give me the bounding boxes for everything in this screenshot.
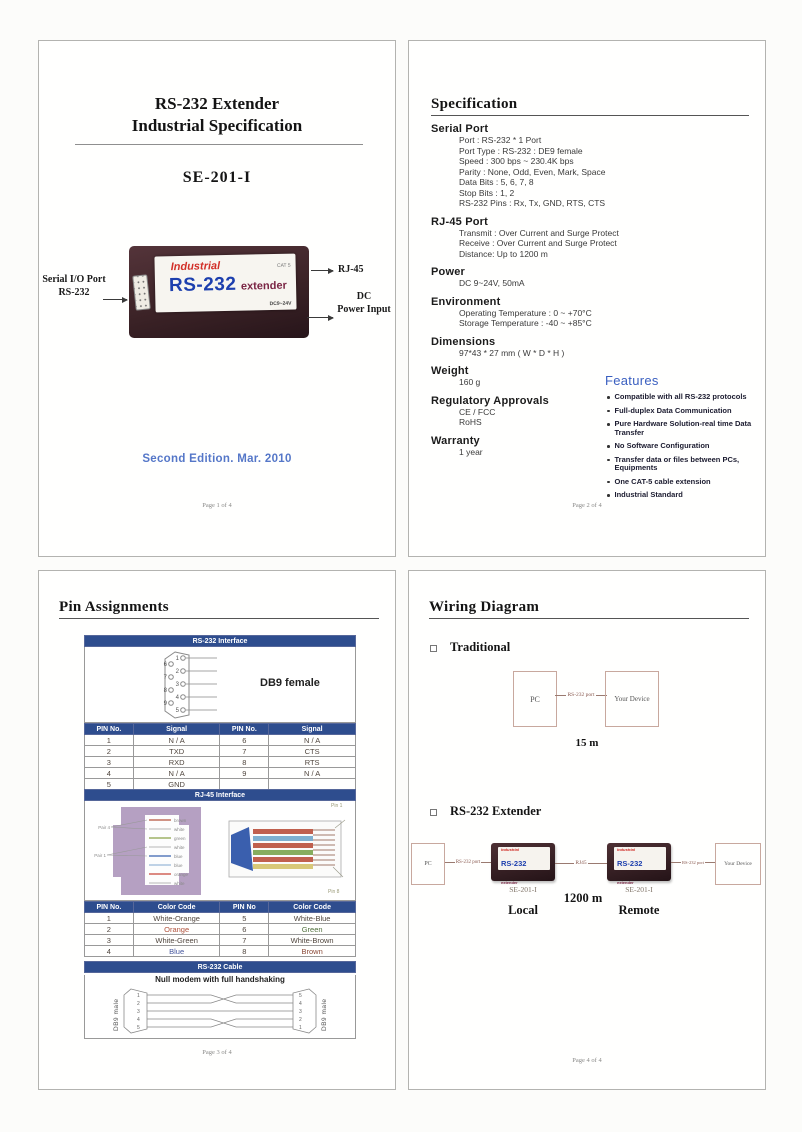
document-title <box>39 93 395 137</box>
feature-item <box>605 407 767 416</box>
device-power-text: DC9~24V <box>269 300 292 308</box>
table-row <box>85 735 356 746</box>
bullet-icon <box>607 459 610 462</box>
section-title: Warranty <box>431 434 480 447</box>
feature-text: One CAT-5 cable extension <box>614 476 711 486</box>
table-header-row <box>85 902 356 913</box>
section-title: Regulatory Approvals <box>431 394 549 407</box>
table-cell: RXD <box>133 757 220 768</box>
your-device-box <box>715 843 761 885</box>
table-cell: 4 <box>85 946 134 957</box>
table-cell <box>269 779 356 790</box>
section-title: Weight <box>431 365 469 377</box>
pin1-label: Pin 1 <box>331 803 343 809</box>
extender-local-device <box>491 843 555 885</box>
table-cell: 6 <box>220 735 269 746</box>
rs232-interface-body <box>84 647 356 723</box>
device-product-text: RS-232 <box>501 859 527 868</box>
table-row <box>85 779 356 790</box>
pin-number: 4 <box>299 1001 302 1007</box>
wire-label: brown <box>174 818 187 823</box>
table-row <box>85 768 356 779</box>
feature-text: Full-duplex Data Communication <box>614 405 732 415</box>
device-suffix-text: extender <box>617 880 634 885</box>
callout-serial-port <box>41 273 107 299</box>
rj45-link <box>555 860 607 866</box>
table-cell: Brown <box>269 946 356 957</box>
extender-title: RS-232 Extender <box>450 804 542 818</box>
pin-number: 3 <box>137 1009 140 1015</box>
spec-line: DC 9~24V, 50mA <box>459 278 525 288</box>
table-cell: White-Brown <box>269 935 356 946</box>
feature-item <box>605 442 767 451</box>
section-power <box>431 266 763 289</box>
feature-item <box>605 420 767 437</box>
table-header-cell: Color Code <box>269 902 356 913</box>
device-suffix-text: extender <box>501 880 518 885</box>
arrow-right-icon <box>307 317 333 318</box>
table-cell: N / A <box>269 735 356 746</box>
feature-text: Pure Hardware Solution-real time Data Transfer <box>614 419 752 437</box>
table-cell: N / A <box>269 768 356 779</box>
rs232-cable-body <box>84 975 356 1039</box>
device-label <box>154 254 296 313</box>
rj45-interface-header: RJ-45 Interface <box>84 789 356 801</box>
table-header-cell: Signal <box>269 724 356 735</box>
wire-line <box>555 863 574 864</box>
spec-line: 1 year <box>459 446 483 457</box>
pin-number: 2 <box>175 669 179 675</box>
device-product-row <box>169 273 287 297</box>
table-cell: White-Green <box>133 935 220 946</box>
feature-item <box>605 491 767 500</box>
pin-number: 2 <box>137 1001 140 1007</box>
table-cell: GND <box>133 779 220 790</box>
spec-line: Stop Bits : 1, 2 <box>459 187 515 198</box>
spec-line: Data Bits : 5, 6, 7, 8 <box>459 177 534 187</box>
pin-number: 8 <box>163 688 167 694</box>
table-cell: 8 <box>220 757 269 768</box>
section-serial-port <box>431 123 763 209</box>
table-cell: 5 <box>85 779 134 790</box>
local-model-label: SE-201-I <box>509 885 537 894</box>
bullet-icon <box>607 396 610 399</box>
table-cell: 5 <box>220 913 269 924</box>
link-label: RJ45 <box>575 860 587 866</box>
table-header-cell: PIN No. <box>85 724 134 735</box>
rs232-port-link <box>671 860 715 865</box>
table-cell: 7 <box>220 746 269 757</box>
rs232-cable-header: RS-232 Cable <box>84 961 356 973</box>
table-cell: 3 <box>85 935 134 946</box>
your-device-label: Your Device <box>724 861 752 867</box>
distance-1200m: 1200 m <box>563 891 603 905</box>
pin-number: 2 <box>299 1017 302 1023</box>
db9-male-right-label: DB9 male <box>321 998 328 1031</box>
edition-note: Second Edition. Mar. 2010 <box>142 453 292 465</box>
table-cell: 7 <box>220 935 269 946</box>
table-cell: 6 <box>220 924 269 935</box>
wire-line <box>445 862 455 863</box>
pin-number: 1 <box>137 993 140 999</box>
wire-line <box>588 863 607 864</box>
spec-line: 160 g <box>459 377 481 387</box>
pin-number: 5 <box>299 993 302 999</box>
spec-line: 97*43 * 27 mm ( W * D * H ) <box>459 347 565 358</box>
table-cell: Green <box>269 924 356 935</box>
rj45-plug-diagram <box>227 817 349 881</box>
device-brand-text: Industrial <box>170 260 221 274</box>
table-header-cell: PIN No <box>220 902 269 913</box>
spec-line: Port : RS-232 * 1 Port <box>459 135 542 145</box>
table-header-cell: PIN No. <box>220 724 269 735</box>
callout-dc-line2: Power Input <box>337 304 391 315</box>
spec-line: RS-232 Pins : Rx, Tx, GND, RTS, CTS <box>459 198 606 208</box>
wire-label: white <box>174 881 185 886</box>
callout-serial-line1: Serial I/O Port <box>42 274 106 285</box>
wire-label: white <box>174 845 185 850</box>
features-panel <box>605 373 767 505</box>
title-line-1: RS-232 Extender <box>154 94 280 113</box>
spec-line: Storage Temperature : -40 ~ +85°C <box>459 318 592 328</box>
section-title: Dimensions <box>431 335 496 348</box>
pin-assignments-heading: Pin Assignments <box>59 599 379 619</box>
pair-label: Pair 4 <box>98 825 110 830</box>
extender-remote-device <box>607 843 671 885</box>
table-cell: 2 <box>85 746 134 757</box>
table-cell <box>220 779 269 790</box>
rs232-pin-table <box>84 723 356 790</box>
spec-line: Operating Temperature : 0 ~ +70°C <box>459 307 592 318</box>
wire-line <box>555 695 566 696</box>
product-photo <box>129 246 309 338</box>
your-device-label: Your Device <box>614 695 650 703</box>
spec-line: Speed : 300 bps ~ 230.4K bps <box>459 156 574 166</box>
device-product-text: RS-232 <box>168 273 237 297</box>
link-label: RS-232 port <box>567 692 595 698</box>
device-brand-text: Industrial <box>617 847 636 852</box>
pc-label: PC <box>530 694 540 704</box>
page-number: Page 1 of 4 <box>202 502 232 509</box>
feature-text: No Software Configuration <box>614 441 710 450</box>
table-cell: TXD <box>133 746 220 757</box>
callout-rj45: RJ-45 <box>338 264 364 275</box>
bullet-icon <box>607 494 610 497</box>
spec-line: Distance: Up to 1200 m <box>459 248 548 259</box>
pin-number: 9 <box>163 701 167 707</box>
section-title: Power <box>431 266 466 278</box>
device-suffix-text: extender <box>240 279 287 293</box>
table-cell: CTS <box>269 746 356 757</box>
checkbox-icon <box>430 809 437 816</box>
section-environment <box>431 296 763 329</box>
wire-label: green <box>174 836 186 841</box>
rj45-interface-box <box>84 789 356 957</box>
table-cell: White-Orange <box>133 913 220 924</box>
table-row <box>85 757 356 768</box>
pin-number: 1 <box>299 1025 302 1031</box>
table-cell: White-Blue <box>269 913 356 924</box>
title-underline <box>75 144 363 145</box>
wire-label: blue <box>174 863 183 868</box>
wire-label: blue <box>174 854 183 859</box>
pair-label: Pair 1 <box>94 853 106 858</box>
null-modem-title: Null modem with full handshaking <box>155 975 285 984</box>
pin-number: 4 <box>175 695 179 701</box>
pc-label: PC <box>424 861 432 867</box>
pin-number: 6 <box>163 662 167 668</box>
device-label <box>498 847 550 885</box>
table-cell: 8 <box>220 946 269 957</box>
specification-heading: Specification <box>431 96 749 116</box>
table-cell: N / A <box>133 735 220 746</box>
pin-number: 1 <box>175 656 179 662</box>
table-cell: Blue <box>133 946 220 957</box>
table-cell: 1 <box>85 913 134 924</box>
wire-line <box>671 862 681 863</box>
table-cell: Orange <box>133 924 220 935</box>
table-row <box>85 924 356 935</box>
device-product-text: RS-232 <box>617 859 643 868</box>
device-brand-text: Industrial <box>501 847 520 852</box>
feature-item <box>605 456 767 473</box>
table-header-cell: PIN No. <box>85 902 134 913</box>
rs232-port-link <box>555 692 607 698</box>
pin-number: 5 <box>137 1025 140 1031</box>
bullet-icon <box>607 410 610 413</box>
pin-number: 4 <box>137 1017 140 1023</box>
db9-male-left-label: DB9 male <box>113 998 120 1031</box>
device-cat5-text: CAT 5 <box>276 262 291 269</box>
section-dimensions <box>431 336 763 359</box>
remote-model-label: SE-201-I <box>625 885 653 894</box>
pin-number: 3 <box>175 682 179 688</box>
page-3-pin-assignments <box>38 570 396 1090</box>
table-cell: RTS <box>269 757 356 768</box>
rs232-interface-header: RS-232 Interface <box>84 635 356 647</box>
page-4-wiring-diagram <box>408 570 766 1090</box>
bullet-icon <box>607 481 610 484</box>
page-number: Page 3 of 4 <box>202 1049 232 1056</box>
table-cell: 1 <box>85 735 134 746</box>
section-rj45-port <box>431 216 763 260</box>
spec-line: Receive : Over Current and Surge Protect <box>459 238 617 248</box>
table-row <box>85 913 356 924</box>
features-heading: Features <box>605 373 659 388</box>
spec-line: Port Type : RS-232 : DE9 female <box>459 145 583 156</box>
db9-female-label: DB9 female <box>260 677 320 689</box>
rs232-cable-box <box>84 961 356 1039</box>
pin-number: 5 <box>175 708 179 714</box>
feature-item <box>605 393 767 402</box>
distance-15m: 15 m <box>575 737 599 749</box>
wire-line <box>705 862 715 863</box>
table-header-cell: Color Code <box>133 902 220 913</box>
feature-item <box>605 478 767 487</box>
pin-number: 7 <box>163 675 167 681</box>
rj45-jack-diagram <box>93 805 221 897</box>
rj45-color-table <box>84 901 356 957</box>
db9-connector-icon <box>132 274 151 310</box>
wire-line <box>481 862 491 863</box>
db9-female-diagram <box>145 649 255 721</box>
spec-line: CE / FCC <box>459 406 496 417</box>
feature-text: Industrial Standard <box>614 490 683 499</box>
link-label: RS-232 port <box>455 860 481 865</box>
pin8-label: Pin 8 <box>328 889 340 895</box>
callout-dc <box>333 290 395 316</box>
page-number: Page 2 of 4 <box>572 502 602 509</box>
callout-serial-line2: RS-232 <box>58 287 90 298</box>
table-cell: 3 <box>85 757 134 768</box>
wire-label: orange <box>174 872 189 877</box>
arrow-right-icon <box>103 299 127 300</box>
spec-line: Parity : None, Odd, Even, Mark, Space <box>459 166 606 177</box>
traditional-title: Traditional <box>450 640 511 654</box>
null-modem-diagram <box>121 987 319 1035</box>
feature-text: Compatible with all RS-232 protocols <box>614 392 747 401</box>
page-number: Page 4 of 4 <box>572 1057 602 1064</box>
section-title: Environment <box>431 295 501 308</box>
wiring-diagram-heading: Wiring Diagram <box>429 599 749 619</box>
section-title: RJ-45 Port <box>431 215 489 228</box>
title-line-2: Industrial Specification <box>131 116 303 135</box>
link-label: RS-232 port <box>681 860 705 865</box>
table-header-row <box>85 724 356 735</box>
remote-caption: Remote <box>618 903 660 917</box>
your-device-box <box>605 671 659 727</box>
pin-number: 3 <box>299 1009 302 1015</box>
pc-box <box>513 671 557 727</box>
table-header-cell: Signal <box>133 724 220 735</box>
page-1-cover <box>38 40 396 557</box>
wire-label: white <box>174 827 185 832</box>
table-cell: 4 <box>85 768 134 779</box>
bullet-icon <box>607 445 610 448</box>
local-caption: Local <box>508 903 538 917</box>
rj45-interface-body <box>84 801 356 901</box>
feature-text: Transfer data or files between PCs, Equipments <box>614 454 740 472</box>
arrow-right-icon <box>311 270 333 271</box>
device-label <box>614 847 666 885</box>
table-cell: 9 <box>220 768 269 779</box>
table-cell: N / A <box>133 768 220 779</box>
spec-line: Transmit : Over Current and Surge Protect <box>459 227 619 238</box>
checkbox-icon <box>430 645 437 652</box>
table-cell: 2 <box>85 924 134 935</box>
page-2-specification <box>408 40 766 557</box>
spec-line: RoHS <box>459 417 482 427</box>
rs232-port-link <box>445 860 491 865</box>
table-row <box>85 746 356 757</box>
callout-dc-line1: DC <box>356 291 372 302</box>
bullet-icon <box>607 423 610 426</box>
table-row <box>85 946 356 957</box>
section-title: Serial Port <box>431 123 489 135</box>
model-number: SE-201-I <box>182 169 252 186</box>
rs232-interface-box <box>84 635 356 790</box>
pc-box <box>411 843 445 885</box>
table-row <box>85 935 356 946</box>
